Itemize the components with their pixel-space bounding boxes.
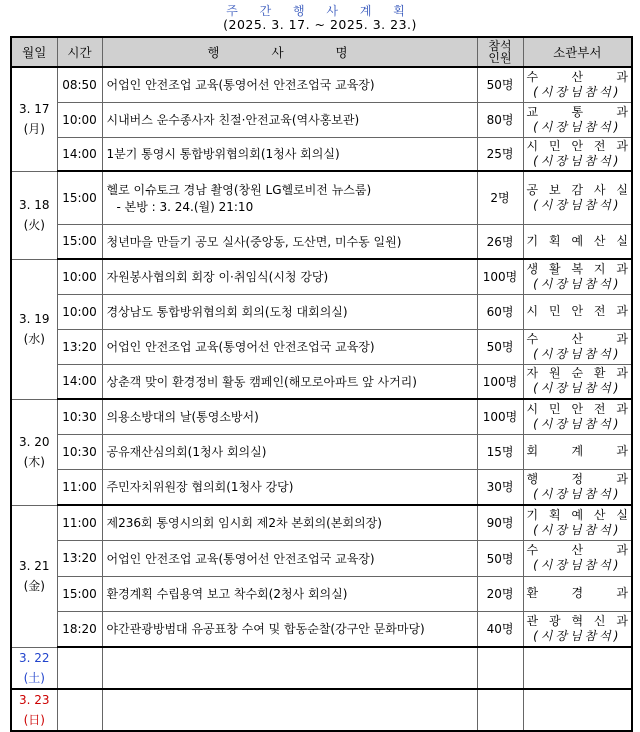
- event-title: 제236회 통영시의회 임시회 제2차 본회의(본회의장): [106, 516, 382, 531]
- dept-char: 전: [593, 401, 606, 416]
- event-dept-cell: [523, 259, 632, 294]
- dept-char: 회: [526, 444, 539, 458]
- event-title-cell: [102, 137, 477, 171]
- event-title: 어업인 안전조업 교육(통영어선 안전조업국 교육장): [106, 340, 375, 354]
- table-row: [11, 576, 632, 611]
- dept-char: 수: [526, 331, 539, 346]
- event-title: 주민자치위원장 협의회(1청사 강당): [106, 480, 294, 495]
- date-label: 3. 17: [18, 102, 50, 117]
- mayor-attend-note: (시장님참석): [533, 276, 622, 291]
- event-time: 13:20: [57, 329, 102, 364]
- mayor-attend-note: (시장님참석): [533, 558, 622, 572]
- date-cell: [11, 689, 57, 731]
- event-attendance: 50명: [477, 67, 523, 102]
- date-cell: [11, 67, 57, 171]
- weekday-label: (水): [23, 332, 45, 346]
- event-attendance: 100명: [477, 399, 523, 434]
- dept-char: 안: [571, 304, 584, 318]
- dept-char: 과: [616, 613, 628, 628]
- event-dept-empty: [523, 647, 632, 689]
- event-attendance: 40명: [477, 611, 523, 647]
- date-cell: [11, 505, 57, 647]
- mayor-attend-note: (시장님참석): [533, 628, 622, 643]
- event-title: 어업인 안전조업 교육(통영어선 안전조업국 교육장): [106, 551, 375, 566]
- event-attendance: 25명: [477, 137, 523, 171]
- event-title-cell: [102, 329, 477, 364]
- event-dept-cell: [523, 505, 632, 540]
- dept-char: 산: [593, 233, 606, 248]
- event-attendance: 100명: [477, 364, 523, 399]
- dept-name: [527, 366, 629, 381]
- event-time-empty: [57, 689, 102, 731]
- event-title-cell: [102, 224, 477, 259]
- dept-char: 과: [616, 69, 628, 84]
- event-attendance: 90명: [477, 505, 523, 540]
- dept-name: [527, 304, 629, 319]
- event-time: 11:00: [57, 505, 102, 540]
- dept-char: 지: [593, 261, 606, 276]
- dept-char: 원: [548, 366, 561, 381]
- weekday-label: (火): [23, 218, 45, 232]
- date-label: 3. 22: [18, 650, 50, 665]
- dept-char: 과: [616, 304, 628, 318]
- table-row: [11, 469, 632, 505]
- dept-char: 과: [616, 104, 628, 119]
- event-attendance: 15명: [477, 434, 523, 469]
- dept-char: 과: [616, 471, 628, 486]
- dept-char: 관: [526, 613, 539, 628]
- event-dept-cell: [523, 469, 632, 505]
- table-row: [11, 102, 632, 137]
- dept-char: 과: [616, 366, 628, 381]
- dept-char: 안: [571, 138, 584, 153]
- dept-char: 과: [616, 543, 628, 557]
- dept-name: [527, 586, 629, 601]
- weekday-label: (木): [23, 455, 45, 469]
- column-header-time: 시간: [57, 37, 102, 67]
- table-row: [11, 171, 632, 224]
- mayor-attend-note: (시장님참석): [533, 381, 622, 396]
- dept-char: 교: [526, 104, 539, 119]
- mayor-attend-note: (시장님참석): [533, 486, 622, 501]
- table-row: [11, 259, 632, 294]
- date-label: 3. 20: [18, 435, 50, 449]
- dept-char: 순: [571, 366, 584, 381]
- mayor-attend-note: (시장님참석): [533, 416, 622, 431]
- event-attendance: 30명: [477, 469, 523, 505]
- dept-char: 행: [526, 471, 539, 486]
- event-dept-cell: [523, 171, 632, 224]
- dept-name: [527, 105, 629, 120]
- event-title: 헬로 이슈토크 경남 촬영(창원 LG헬로비전 뉴스룸): [106, 182, 372, 197]
- event-title-cell: [102, 540, 477, 576]
- event-title-cell: [102, 469, 477, 505]
- event-title-cell: [102, 505, 477, 540]
- dept-char: 과: [616, 261, 628, 276]
- dept-char: 과: [616, 138, 628, 153]
- event-attendance-empty: [477, 689, 523, 731]
- event-dept-cell: [523, 137, 632, 171]
- dept-char: 전: [593, 138, 606, 153]
- dept-char: 획: [548, 233, 561, 248]
- event-subtitle: - 본방 : 3. 24.(월) 21:10: [116, 199, 254, 214]
- dept-char: 예: [571, 507, 584, 522]
- event-attendance-empty: [477, 647, 523, 689]
- dept-char: 복: [571, 261, 584, 276]
- event-time: 15:00: [57, 171, 102, 224]
- event-time-empty: [57, 647, 102, 689]
- event-time: 10:00: [57, 294, 102, 329]
- dept-name: [527, 70, 629, 85]
- date-label: 3. 21: [18, 559, 50, 573]
- event-time: 10:30: [57, 434, 102, 469]
- table-row: [11, 434, 632, 469]
- dept-char: 과: [616, 586, 628, 600]
- dept-char: 과: [616, 401, 628, 416]
- table-row: [11, 137, 632, 171]
- event-dept-cell: [523, 611, 632, 647]
- dept-char: 계: [571, 444, 584, 458]
- schedule-body: [11, 67, 632, 731]
- event-title-cell: [102, 611, 477, 647]
- dept-char: 기: [526, 233, 539, 248]
- dept-char: 생: [526, 261, 539, 276]
- event-dept-cell: [523, 294, 632, 329]
- event-attendance: 26명: [477, 224, 523, 259]
- table-row: [11, 399, 632, 434]
- event-title: 야간관광방범대 유공표창 수여 및 합동순찰(강구안 문화마당): [106, 622, 425, 637]
- event-title-cell: [102, 259, 477, 294]
- dept-char: 실: [616, 182, 628, 197]
- page-title: 주 간 행 사 계 획: [226, 4, 414, 18]
- column-header-dept: 소관부서: [523, 37, 632, 67]
- event-attendance: 60명: [477, 294, 523, 329]
- event-title-cell: [102, 576, 477, 611]
- dept-char: 과: [616, 444, 628, 458]
- dept-char: 보: [548, 182, 561, 197]
- dept-char: 환: [526, 586, 539, 600]
- table-row: [11, 329, 632, 364]
- event-time: 10:30: [57, 399, 102, 434]
- event-time: 11:00: [57, 469, 102, 505]
- dept-char: 혁: [571, 613, 584, 628]
- event-title: 자원봉사협의회 회장 이·취임식(시청 강당): [106, 270, 329, 285]
- table-row: [11, 647, 632, 689]
- dept-char: 통: [571, 104, 584, 119]
- dept-char: 경: [571, 586, 584, 600]
- event-dept-cell: [523, 540, 632, 576]
- dept-char: 신: [593, 613, 606, 628]
- table-row: [11, 505, 632, 540]
- dept-char: 수: [526, 543, 539, 557]
- dept-char: 민: [548, 401, 561, 416]
- dept-char: 사: [593, 182, 606, 197]
- mayor-attend-note: (시장님참석): [533, 153, 622, 168]
- event-dept-cell: [523, 576, 632, 611]
- event-title: 의용소방대의 날(통영소방서): [106, 410, 259, 425]
- date-cell: [11, 171, 57, 259]
- schedule-period: (2025. 3. 17. ~ 2025. 3. 23.): [223, 17, 417, 32]
- event-attendance: 100명: [477, 259, 523, 294]
- dept-char: 시: [526, 304, 539, 318]
- dept-name: [527, 472, 629, 487]
- date-label: 3. 18: [18, 198, 50, 212]
- event-title-empty: [102, 689, 477, 731]
- event-title: 상춘객 맞이 환경정비 활동 캠페인(해모로아파트 앞 사거리): [106, 374, 417, 389]
- weekday-label: (土): [23, 670, 45, 685]
- event-time: 10:00: [57, 259, 102, 294]
- table-row: [11, 364, 632, 399]
- event-dept-cell: [523, 102, 632, 137]
- dept-char: 실: [616, 233, 628, 248]
- mayor-attend-note: (시장님참석): [533, 119, 622, 134]
- column-header-date: 월일: [11, 37, 57, 67]
- event-title: 1분기 통영시 통합방위협의회(1청사 회의실): [106, 147, 340, 162]
- event-attendance: 50명: [477, 329, 523, 364]
- event-attendance: 20명: [477, 576, 523, 611]
- dept-name: [527, 139, 629, 154]
- event-title-cell: [102, 102, 477, 137]
- dept-name: [527, 508, 629, 523]
- mayor-attend-note: (시장님참석): [533, 346, 622, 361]
- column-header-attendance: [477, 37, 523, 67]
- event-time: 14:00: [57, 364, 102, 399]
- dept-char: 산: [571, 69, 584, 84]
- event-dept-cell: [523, 329, 632, 364]
- mayor-attend-note: (시장님참석): [533, 84, 622, 99]
- dept-char: 산: [571, 543, 584, 557]
- event-time: 18:20: [57, 611, 102, 647]
- dept-char: 실: [616, 507, 628, 522]
- event-dept-empty: [523, 689, 632, 731]
- dept-char: 환: [593, 366, 606, 381]
- dept-char: 시: [526, 401, 539, 416]
- event-title: 청년마을 만들기 공모 실사(중앙동, 도산면, 미수동 일원): [106, 234, 402, 249]
- dept-char: 민: [548, 138, 561, 153]
- table-row: [11, 224, 632, 259]
- dept-name: [527, 332, 629, 347]
- dept-char: 광: [548, 613, 561, 628]
- table-row: [11, 540, 632, 576]
- dept-char: 감: [571, 182, 584, 197]
- event-title-cell: [102, 399, 477, 434]
- mayor-attend-note: (시장님참석): [533, 197, 622, 212]
- dept-name: [527, 402, 629, 417]
- weekday-label: (金): [23, 579, 45, 593]
- event-time: 13:20: [57, 540, 102, 576]
- event-attendance: 80명: [477, 102, 523, 137]
- dept-char: 정: [571, 471, 584, 486]
- dept-char: 예: [571, 233, 584, 248]
- table-row: [11, 689, 632, 731]
- event-time: 15:00: [57, 576, 102, 611]
- dept-char: 자: [526, 366, 539, 381]
- event-title: 환경계획 수립용역 보고 착수회(2청사 회의실): [106, 587, 348, 601]
- dept-char: 전: [593, 304, 606, 318]
- event-dept-cell: [523, 434, 632, 469]
- event-title: 시내버스 운수종사자 친절·안전교육(역사홍보관): [106, 113, 360, 127]
- date-label: 3. 23: [18, 692, 50, 707]
- table-row: [11, 294, 632, 329]
- dept-name: [527, 262, 629, 277]
- dept-char: 산: [571, 331, 584, 346]
- event-title-cell: [102, 171, 477, 224]
- mayor-attend-note: (시장님참석): [533, 522, 622, 537]
- event-dept-cell: [523, 364, 632, 399]
- dept-char: 공: [526, 182, 539, 197]
- dept-name: [527, 543, 629, 558]
- event-dept-cell: [523, 67, 632, 102]
- attendance-header-line1: 참석: [488, 39, 512, 53]
- dept-char: 수: [526, 69, 539, 84]
- column-header-event: 행 사 명: [102, 37, 477, 67]
- event-title-cell: [102, 67, 477, 102]
- table-row: [11, 611, 632, 647]
- event-attendance: 50명: [477, 540, 523, 576]
- event-time: 14:00: [57, 137, 102, 171]
- dept-char: 획: [548, 507, 561, 522]
- event-title: 공유재산심의회(1청사 회의실): [106, 445, 267, 459]
- dept-char: 과: [616, 331, 628, 346]
- weekly-schedule-table: [10, 36, 633, 732]
- table-header-row: [11, 37, 632, 67]
- dept-char: 산: [593, 507, 606, 522]
- event-time: 15:00: [57, 224, 102, 259]
- dept-char: 안: [571, 401, 584, 416]
- dept-name: [527, 444, 629, 459]
- dept-name: [527, 614, 629, 629]
- date-cell: [11, 259, 57, 399]
- event-title: 어업인 안전조업 교육(통영어선 안전조업국 교육장): [106, 78, 375, 93]
- event-title-cell: [102, 294, 477, 329]
- event-attendance: 2명: [477, 171, 523, 224]
- date-cell: [11, 647, 57, 689]
- date-label: 3. 19: [18, 312, 50, 326]
- dept-char: 기: [526, 507, 539, 522]
- event-dept-cell: [523, 399, 632, 434]
- event-title: 경상남도 통합방위협의회 회의(도청 대회의실): [106, 305, 348, 319]
- date-cell: [11, 399, 57, 505]
- event-dept-cell: [523, 224, 632, 259]
- weekday-label: (月): [23, 122, 45, 137]
- event-time: 10:00: [57, 102, 102, 137]
- table-row: [11, 67, 632, 102]
- event-title-cell: [102, 364, 477, 399]
- event-title-empty: [102, 647, 477, 689]
- weekday-label: (日): [23, 712, 45, 727]
- dept-char: 활: [548, 261, 561, 276]
- dept-name: [527, 183, 629, 198]
- dept-char: 민: [548, 304, 561, 318]
- event-title-cell: [102, 434, 477, 469]
- dept-name: [527, 234, 629, 249]
- event-time: 08:50: [57, 67, 102, 102]
- dept-char: 시: [526, 138, 539, 153]
- attendance-header-line2: 인원: [488, 51, 512, 65]
